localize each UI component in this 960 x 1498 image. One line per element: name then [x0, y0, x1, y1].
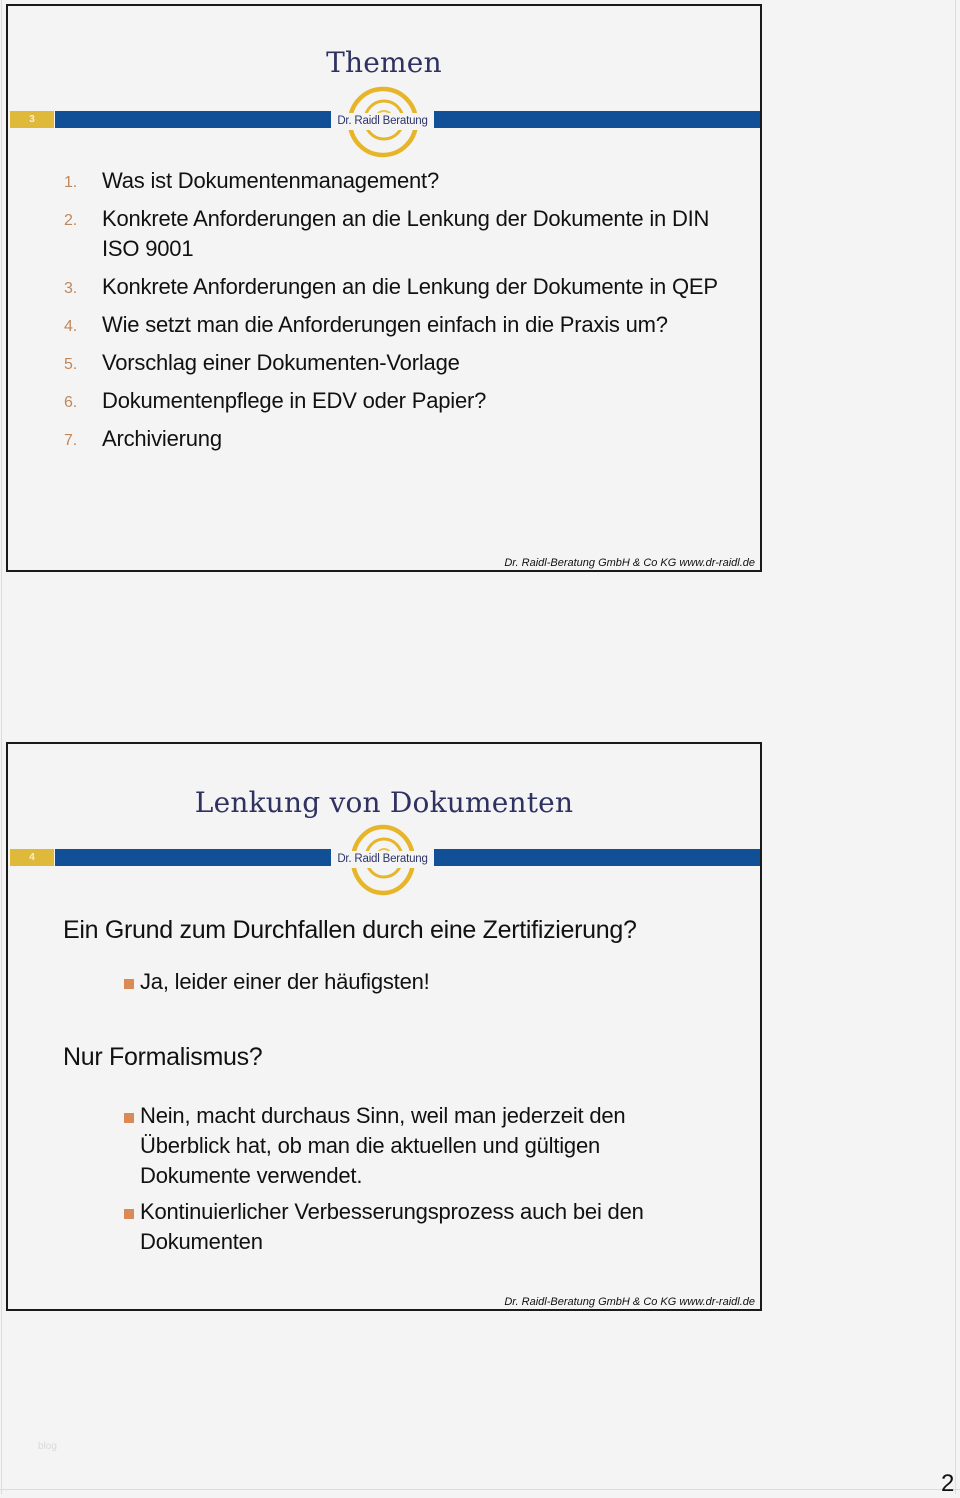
- slide-footer: Dr. Raidl-Beratung GmbH & Co KG www.dr-raidl.de: [504, 557, 755, 569]
- topic-text: Dokumentenpflege in EDV oder Papier?: [102, 388, 487, 413]
- bullet-text: Kontinuierlicher Verbesserungsprozess auch bei den Dokumenten: [140, 1199, 644, 1254]
- slide-number-badge: 3: [10, 111, 54, 128]
- bullet-item: [124, 967, 740, 997]
- section-heading: Nur Formalismus?: [63, 1043, 263, 1071]
- slide-title: Lenkung von Dokumenten: [194, 786, 574, 819]
- topic-number: 4.: [64, 318, 77, 335]
- section-heading: Ein Grund zum Durchfallen durch eine Zertifizierung?: [63, 916, 637, 944]
- slide-title: Themen: [326, 46, 442, 79]
- watermark: blog: [38, 1441, 57, 1452]
- bullet-item: [124, 1197, 720, 1257]
- bullet-text: Nein, macht durchaus Sinn, weil man jederzeit den Überblick hat, ob man die aktuellen und gültigen Dokumente verwendet.: [140, 1103, 626, 1188]
- page-edge: [0, 1489, 960, 1490]
- topic-text: Konkrete Anforderungen an die Lenkung der Dokumente in QEP: [102, 274, 718, 299]
- slide-number-badge: 4: [10, 849, 54, 866]
- logo-text: Dr. Raidl Beratung: [333, 851, 432, 868]
- topic-number: 5.: [64, 356, 77, 373]
- bullet-text: Ja, leider einer der häufigsten!: [140, 969, 430, 994]
- topic-text: Wie setzt man die Anforderungen einfach in die Praxis um?: [102, 312, 668, 337]
- header-band-right: [434, 111, 760, 128]
- topic-text: Was ist Dokumentenmanagement?: [102, 168, 439, 193]
- slide-4: [6, 742, 762, 1311]
- topic-item: [64, 424, 744, 454]
- topic-list: [64, 166, 744, 462]
- topic-number: 3.: [64, 280, 77, 297]
- topic-item: [64, 166, 744, 196]
- topic-number: 1.: [64, 174, 77, 191]
- header-band-right: [434, 849, 760, 866]
- topic-number: 6.: [64, 394, 77, 411]
- header-band-left: [55, 111, 331, 128]
- topic-text: Vorschlag einer Dokumenten-Vorlage: [102, 350, 460, 375]
- topic-item: [64, 348, 744, 378]
- header-band-left: [55, 849, 331, 866]
- topic-item: [64, 310, 744, 340]
- page-number: 2: [941, 1470, 955, 1497]
- topic-text: Archivierung: [102, 426, 222, 451]
- topic-text: Konkrete Anforderungen an die Lenkung der Dokumente in DIN ISO 9001: [102, 206, 710, 261]
- company-logo: [331, 822, 434, 894]
- topic-item: [64, 272, 744, 302]
- square-bullet-icon: [124, 1113, 134, 1123]
- square-bullet-icon: [124, 1209, 134, 1219]
- slide-3: [6, 4, 762, 572]
- company-logo: [331, 84, 434, 156]
- logo-text: Dr. Raidl Beratung: [333, 113, 432, 130]
- topic-number: 2.: [64, 212, 77, 229]
- topic-item: [64, 386, 744, 416]
- topic-item: [64, 204, 744, 264]
- slide-footer: Dr. Raidl-Beratung GmbH & Co KG www.dr-raidl.de: [504, 1296, 755, 1308]
- page-edge: [1, 0, 2, 1494]
- page-edge: [955, 0, 956, 1494]
- square-bullet-icon: [124, 979, 134, 989]
- topic-number: 7.: [64, 432, 77, 449]
- bullet-item: [124, 1101, 700, 1191]
